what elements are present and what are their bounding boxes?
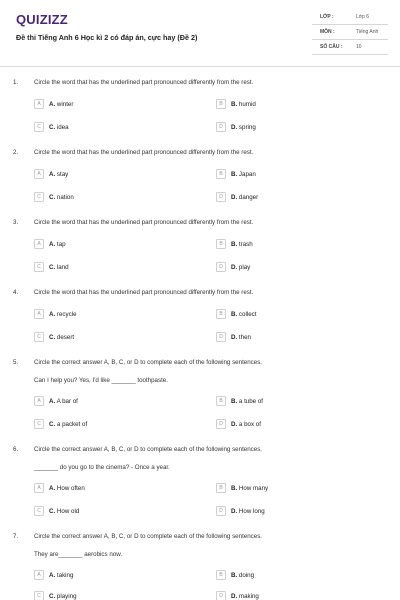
option-text: A. winter: [49, 100, 74, 108]
option-a[interactable]: [34, 169, 68, 179]
option-text: D. play: [231, 263, 251, 271]
meta-value: Lớp 6: [356, 14, 370, 20]
option-a[interactable]: [34, 239, 66, 249]
option-text: D. spring: [231, 123, 256, 131]
option-letter-box: D: [216, 332, 226, 342]
quiz-title: Đề thi Tiếng Anh 6 Học kì 2 có đáp án, cực hay (Đề 2): [16, 33, 198, 42]
option-a[interactable]: [34, 99, 73, 109]
option-text: A. recycle: [49, 310, 77, 318]
option-a[interactable]: [34, 396, 78, 406]
option-letter-box: B: [216, 169, 226, 179]
option-letter-box: A: [34, 483, 44, 493]
option-text: D. How long: [231, 507, 265, 515]
option-d[interactable]: [216, 419, 261, 429]
option-text: B. Japan: [231, 170, 256, 178]
quiz-meta: [312, 10, 388, 55]
option-b[interactable]: [216, 309, 256, 319]
question-number: 2.: [13, 149, 19, 156]
question-number: 4.: [13, 289, 19, 296]
meta-key: SỐ CÂU :: [320, 44, 343, 50]
option-text: A. stay: [49, 170, 69, 178]
option-letter-box: D: [216, 419, 226, 429]
option-letter-box: C: [34, 591, 44, 600]
option-text: C. How old: [49, 507, 80, 515]
option-c[interactable]: [34, 591, 77, 600]
option-letter-box: A: [34, 309, 44, 319]
option-text: A. How often: [49, 484, 85, 492]
option-a[interactable]: [34, 309, 77, 319]
option-a[interactable]: [34, 483, 85, 493]
option-d[interactable]: [216, 506, 265, 516]
meta-key: LỚP :: [320, 14, 334, 20]
option-letter-box: D: [216, 262, 226, 272]
question-number: 6.: [13, 446, 19, 453]
option-text: B. humid: [231, 100, 256, 108]
question-sentence: Can I help you? Yes, I'd like _______ toothpaste.: [34, 377, 168, 384]
option-text: C. desert: [49, 333, 75, 341]
option-text: C. idea: [49, 123, 69, 131]
option-letter-box: A: [34, 239, 44, 249]
meta-row-subject: [312, 25, 388, 40]
option-d[interactable]: [216, 332, 251, 342]
option-letter-box: B: [216, 239, 226, 249]
meta-value: 10: [356, 44, 362, 50]
question-text: Circle the correct answer A, B, C, or D to complete each of the following sentences.: [34, 446, 263, 453]
meta-value: Tiếng Anh: [356, 29, 379, 35]
page-header: [0, 0, 400, 66]
question-number: 3.: [13, 219, 19, 226]
question-number: 5.: [13, 359, 19, 366]
option-letter-box: B: [216, 396, 226, 406]
option-b[interactable]: [216, 239, 253, 249]
option-letter-box: A: [34, 99, 44, 109]
option-letter-box: A: [34, 169, 44, 179]
option-letter-box: C: [34, 332, 44, 342]
option-text: B. a tube of: [231, 397, 264, 405]
question-text: Circle the correct answer A, B, C, or D to complete each of the following sentences.: [34, 359, 263, 366]
option-c[interactable]: [34, 332, 74, 342]
question-text: Circle the word that has the underlined part pronounced differently from the rest.: [34, 79, 254, 86]
option-letter-box: D: [216, 591, 226, 600]
option-c[interactable]: [34, 419, 87, 429]
option-text: B. trash: [231, 240, 253, 248]
meta-row-question-count: [312, 40, 388, 55]
option-text: A. tap: [49, 240, 66, 248]
option-letter-box: C: [34, 506, 44, 516]
option-b[interactable]: [216, 483, 268, 493]
meta-row-class: [312, 10, 388, 25]
option-text: A. A bar of: [49, 397, 78, 405]
option-letter-box: C: [34, 262, 44, 272]
option-b[interactable]: [216, 570, 254, 580]
option-letter-box: B: [216, 99, 226, 109]
option-text: C. playing: [49, 592, 77, 600]
option-text: C. a packet of: [49, 420, 88, 428]
question-number: 7.: [13, 533, 19, 540]
option-c[interactable]: [34, 122, 69, 132]
question-sentence: They are_______ aerobics now.: [34, 551, 123, 558]
option-b[interactable]: [216, 169, 256, 179]
option-letter-box: A: [34, 570, 44, 580]
option-letter-box: B: [216, 570, 226, 580]
option-text: C. nation: [49, 193, 74, 201]
meta-key: MÔN :: [320, 29, 335, 35]
option-letter-box: C: [34, 122, 44, 132]
option-a[interactable]: [34, 570, 73, 580]
option-letter-box: D: [216, 122, 226, 132]
option-letter-box: D: [216, 506, 226, 516]
question-text: Circle the word that has the underlined part pronounced differently from the rest.: [34, 149, 254, 156]
option-d[interactable]: [216, 591, 259, 600]
option-text: D. a box of: [231, 420, 261, 428]
header-divider: [0, 66, 400, 67]
option-text: D. making: [231, 592, 259, 600]
question-text: Circle the word that has the underlined part pronounced differently from the rest.: [34, 219, 254, 226]
option-letter-box: C: [34, 192, 44, 202]
option-letter-box: B: [216, 309, 226, 319]
option-text: D. then: [231, 333, 251, 341]
option-letter-box: A: [34, 396, 44, 406]
option-c[interactable]: [34, 506, 79, 516]
option-letter-box: D: [216, 192, 226, 202]
option-text: B. collect: [231, 310, 257, 318]
option-letter-box: B: [216, 483, 226, 493]
option-letter-box: C: [34, 419, 44, 429]
question-text: Circle the correct answer A, B, C, or D to complete each of the following sentences.: [34, 533, 263, 540]
option-b[interactable]: [216, 99, 256, 109]
option-d[interactable]: [216, 122, 256, 132]
option-d[interactable]: [216, 192, 258, 202]
option-b[interactable]: [216, 396, 263, 406]
question-number: 1.: [13, 79, 19, 86]
option-text: B. How many: [231, 484, 269, 492]
option-c[interactable]: [34, 262, 69, 272]
option-text: A. taking: [49, 571, 74, 579]
option-text: C. land: [49, 263, 69, 271]
question-sentence: _______ do you go to the cinema? - Once a year.: [34, 464, 170, 471]
quizizz-logo: QUIZIZZ: [16, 12, 68, 27]
option-text: B. doing: [231, 571, 255, 579]
option-c[interactable]: [34, 192, 74, 202]
option-d[interactable]: [216, 262, 250, 272]
question-text: Circle the word that has the underlined part pronounced differently from the rest.: [34, 289, 254, 296]
option-text: D. danger: [231, 193, 259, 201]
